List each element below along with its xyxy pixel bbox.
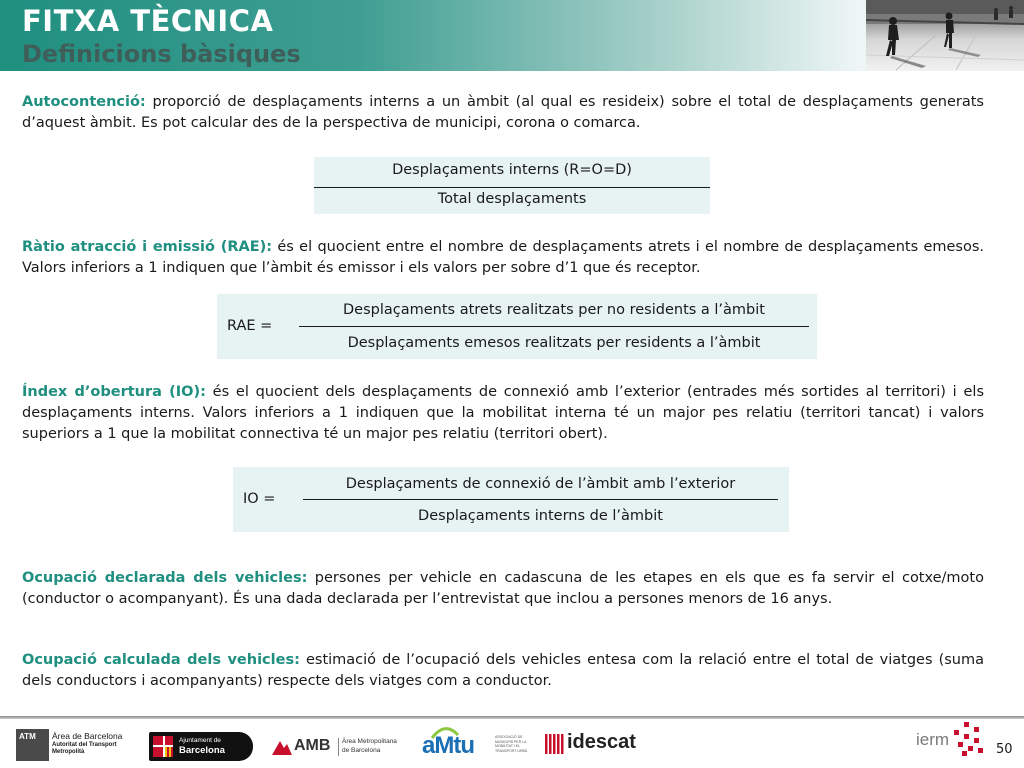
amb-mark: AMB bbox=[294, 737, 331, 754]
definition-term: Ràtio atracció i emissió (RAE): bbox=[22, 239, 273, 255]
formula-lhs: IO = bbox=[243, 491, 276, 507]
definition-ocupacio-declarada bbox=[22, 568, 984, 610]
formula-rule bbox=[314, 187, 710, 188]
amb-logo bbox=[272, 736, 402, 758]
formula-rae bbox=[217, 294, 817, 359]
definition-rae bbox=[22, 237, 984, 279]
formula-denominator: Desplaçaments emesos realitzats per residents a l’àmbit bbox=[347, 335, 761, 351]
definition-text: persones per vehicle en cadascuna de les etapes en els que es fa servir el cotxe/moto (conductor o acompanyant). És una dada declarada per l’entrevistat que inclou a persones menors de 16 anys. bbox=[22, 570, 984, 607]
definition-text: és el quocient entre el nombre de desplaçaments atrets i el nombre de desplaçaments emesos. Valors inferiors a 1 indiquen que l’àmbit és emissor i els valors per sobre d’1 que és receptor. bbox=[22, 239, 985, 276]
idescat-bars-icon bbox=[545, 734, 565, 754]
footer-rule bbox=[0, 716, 1024, 719]
formula-denominator: Desplaçaments interns de l’àmbit bbox=[418, 508, 663, 524]
idescat-logo bbox=[545, 731, 649, 757]
atm-logo bbox=[16, 729, 128, 761]
formula-numerator: Desplaçaments atrets realitzats per no residents a l’àmbit bbox=[343, 302, 765, 318]
atm-name: Àrea de Barcelona bbox=[52, 731, 123, 741]
formula-autocontencio bbox=[314, 157, 710, 214]
ajuntament-line2: Barcelona bbox=[179, 745, 225, 756]
formula-lhs: RAE = bbox=[227, 318, 273, 334]
idescat-mark: idescat bbox=[567, 731, 636, 753]
atm-subtitle: Autoritat del Transport bbox=[52, 742, 117, 748]
header-banner bbox=[0, 0, 1024, 71]
header-photo bbox=[866, 0, 1024, 71]
definition-text: proporció de desplaçaments interns a un àmbit (al qual es resideix) sobre el total de desplaçaments generats d’aquest àmbit. Es pot calcular des de la perspectiva de municipi, corona o comarca. bbox=[22, 94, 984, 131]
amb-mark-icon bbox=[272, 739, 292, 755]
atm-badge-text: ATM bbox=[19, 732, 36, 741]
atm-badge bbox=[16, 729, 49, 761]
page-subtitle: Definicions bàsiques bbox=[22, 40, 301, 68]
formula-denominator: Total desplaçaments bbox=[437, 191, 587, 207]
page-number: 50 bbox=[996, 742, 1013, 757]
formula-io bbox=[233, 467, 789, 532]
amtu-logo bbox=[420, 725, 536, 763]
formula-rule bbox=[303, 499, 778, 500]
amtu-tagline: ASSOCIACIÓ DE MUNICIPIS PER LA MOBILITAT I EL TRANSPORT URBÀ bbox=[495, 735, 528, 753]
formula-numerator: Desplaçaments de connexió de l’àmbit amb l’exterior bbox=[345, 476, 736, 492]
formula-rule bbox=[299, 326, 809, 327]
formula-numerator: Desplaçaments interns (R=O=D) bbox=[392, 162, 632, 178]
definition-term: Ocupació declarada dels vehicles: bbox=[22, 570, 308, 586]
definition-term: Ocupació calculada dels vehicles: bbox=[22, 652, 300, 668]
atm-subtitle-2: Metropolità bbox=[52, 749, 85, 755]
definition-autocontencio bbox=[22, 92, 984, 134]
definition-text: estimació de l’ocupació dels vehicles entesa com la relació entre el total de viatges (suma dels conductors i acompanyants) respecte dels viatges com a conductor. bbox=[22, 652, 984, 689]
amb-line2: de Barcelona bbox=[342, 747, 381, 754]
iermb-logo bbox=[914, 722, 984, 758]
barcelona-shield-icon bbox=[153, 736, 173, 757]
ajuntament-line1: Ajuntament de bbox=[179, 737, 221, 744]
amb-line1: Àrea Metropolitana bbox=[342, 738, 397, 745]
iermb-mark: ierm bbox=[916, 730, 950, 749]
page-title: FITXA TÈCNICA bbox=[22, 4, 274, 38]
iermb-grid-icon bbox=[954, 722, 984, 756]
definition-term: Índex d’obertura (IO): bbox=[22, 384, 206, 400]
amtu-mark: aMtu bbox=[422, 732, 474, 759]
definition-ocupacio-calculada bbox=[22, 650, 984, 692]
ajuntament-barcelona-logo bbox=[149, 732, 253, 761]
definition-io bbox=[22, 382, 984, 445]
definition-text: és el quocient dels desplaçaments de connexió amb l’exterior (entrades més sortides al territori) i els desplaçaments interns. Valors inferiors a 1 indiquen que la mobilitat interna té un major pes relatiu (territori tancat) i valors superiors a 1 que la mobilitat connectiva té un major pes relatiu (territori obert). bbox=[22, 384, 984, 442]
definition-term: Autocontenció: bbox=[22, 94, 146, 110]
